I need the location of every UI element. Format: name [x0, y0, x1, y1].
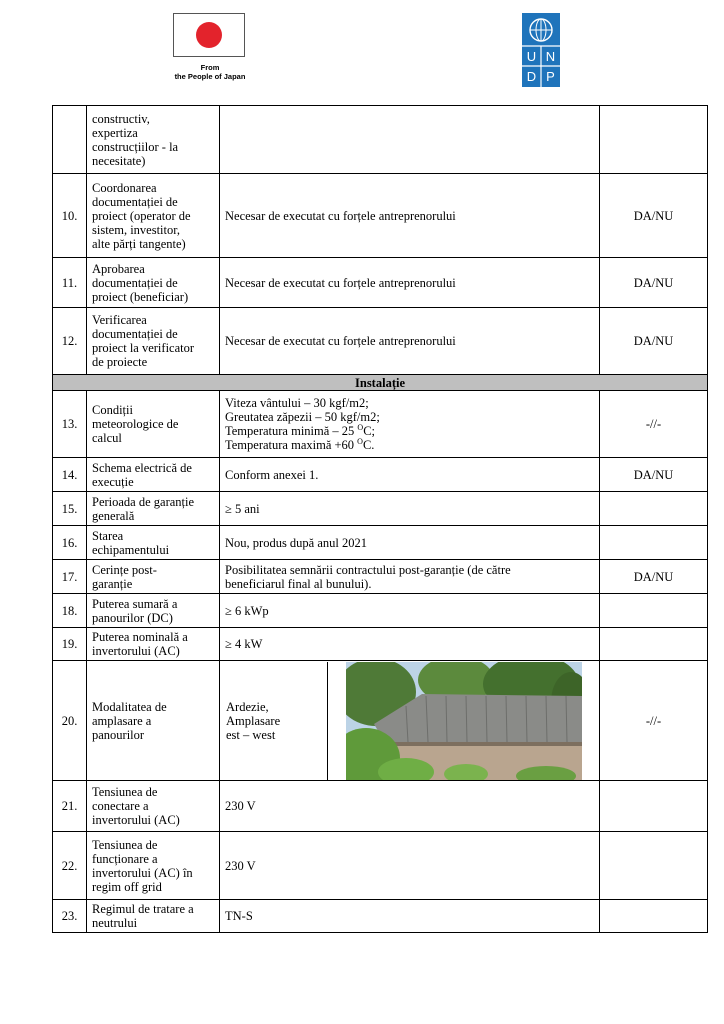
criterion-name: Condiții meteorologice de calcul — [87, 391, 220, 458]
requirement-value: ≥ 5 ani — [220, 492, 600, 526]
row-number: 10. — [53, 174, 87, 258]
criterion-name: Coordonarea documentației de proiect (operator de sistem, investitor, alte părți tangente) — [87, 174, 220, 258]
row-number: 19. — [53, 628, 87, 661]
criterion-name: constructiv, expertiza construcțiilor - la necesitate) — [87, 106, 220, 174]
requirement-value: TN-S — [220, 900, 600, 933]
row-number: 14. — [53, 458, 87, 492]
japan-caption-line1: From — [200, 63, 220, 72]
answer-value: DA/NU — [600, 174, 708, 258]
criterion-name: Aprobarea documentației de proiect (beneficiar) — [87, 258, 220, 308]
table-row — [53, 661, 708, 781]
undp-letter-u: U — [526, 49, 537, 64]
criterion-name: Puterea nominală a invertorului (AC) — [87, 628, 220, 661]
answer-value: DA/NU — [600, 258, 708, 308]
requirement-value: Necesar de executat cu forțele antreprenorului — [220, 174, 600, 258]
requirement-value: ≥ 4 kW — [220, 628, 600, 661]
requirement-value — [220, 106, 600, 174]
answer-value — [600, 106, 708, 174]
answer-value: DA/NU — [600, 458, 708, 492]
table-row — [53, 492, 708, 526]
row-number: 12. — [53, 308, 87, 375]
table-row — [53, 174, 708, 258]
criterion-name: Schema electrică de execuție — [87, 458, 220, 492]
row-number: 23. — [53, 900, 87, 933]
criterion-name: Perioada de garanție generală — [87, 492, 220, 526]
answer-value — [600, 832, 708, 900]
requirement-value: Necesar de executat cu forțele antreprenorului — [220, 308, 600, 375]
row-number: 11. — [53, 258, 87, 308]
row-number: 21. — [53, 781, 87, 832]
requirement-value: 230 V — [220, 832, 600, 900]
japan-caption-line2: the People of Japan — [174, 72, 246, 81]
undp-logo — [522, 13, 560, 87]
degree-mark: O — [357, 436, 363, 446]
max-temperature-line — [225, 438, 594, 452]
table-row — [53, 391, 708, 458]
min-temp-unit: C; — [363, 424, 376, 438]
requirement-value: Nou, produs după anul 2021 — [220, 526, 600, 560]
row-number: 15. — [53, 492, 87, 526]
requirement-value: 230 V — [220, 781, 600, 832]
answer-value — [600, 526, 708, 560]
requirement-value — [220, 661, 600, 781]
undp-letter-p: P — [546, 69, 555, 84]
criterion-name: Tensiunea de conectare a invertorului (AC) — [87, 781, 220, 832]
min-temperature-line — [225, 424, 594, 438]
table-row — [53, 526, 708, 560]
page-header — [0, 0, 724, 100]
criterion-name: Modalitatea de amplasare a panourilor — [87, 661, 220, 781]
roof-description: Ardezie, Amplasare est – west — [220, 662, 328, 780]
degree-mark: O — [357, 422, 364, 432]
red-sun-icon — [196, 22, 222, 48]
table-row — [53, 106, 708, 174]
house-roof-image — [346, 662, 582, 780]
table-row — [53, 832, 708, 900]
requirement-value: Necesar de executat cu forțele antreprenorului — [220, 258, 600, 308]
answer-value — [600, 628, 708, 661]
answer-value — [600, 492, 708, 526]
row-number: 20. — [53, 661, 87, 781]
criterion-name: Regimul de tratare a neutrului — [87, 900, 220, 933]
roof-layout — [220, 662, 599, 780]
answer-value — [600, 900, 708, 933]
specification-table — [52, 105, 708, 933]
requirement-value — [220, 391, 600, 458]
row-number: 16. — [53, 526, 87, 560]
answer-value: -//- — [600, 391, 708, 458]
requirement-value: ≥ 6 kWp — [220, 594, 600, 628]
min-temp-text: Temperatura minimă – 25 — [225, 424, 358, 438]
table-row — [53, 900, 708, 933]
requirement-value: Conform anexei 1. — [220, 458, 600, 492]
japan-flag-logo — [173, 13, 245, 57]
max-temp-unit: C. — [362, 438, 375, 452]
max-temp-text: Temperatura maximă +60 — [225, 438, 358, 452]
table-row — [53, 781, 708, 832]
answer-value: DA/NU — [600, 308, 708, 375]
answer-value — [600, 781, 708, 832]
roof-photo — [328, 662, 599, 780]
undp-letter-d: D — [526, 69, 537, 84]
answer-value: -//- — [600, 661, 708, 781]
table-row — [53, 594, 708, 628]
table-row — [53, 308, 708, 375]
wind-speed-line: Viteza vântului – 30 kgf/m2; — [225, 396, 369, 410]
criterion-name: Cerințe post- garanție — [87, 560, 220, 594]
requirement-value: Posibilitatea semnării contractului post-garanție (de către beneficiarul final al bunului). — [220, 560, 600, 594]
undp-letter-n: N — [545, 49, 556, 64]
table-row — [53, 458, 708, 492]
criterion-name: Puterea sumară a panourilor (DC) — [87, 594, 220, 628]
criterion-name: Tensiunea de funcționare a invertorului (AC) în regim off grid — [87, 832, 220, 900]
answer-value: DA/NU — [600, 560, 708, 594]
snow-weight-line: Greutatea zăpezii – 50 kgf/m2; — [225, 410, 380, 424]
row-number: 22. — [53, 832, 87, 900]
row-number: 18. — [53, 594, 87, 628]
row-number — [53, 106, 87, 174]
table-row — [53, 258, 708, 308]
row-number: 17. — [53, 560, 87, 594]
japan-caption — [160, 63, 260, 81]
section-header-row — [53, 375, 708, 391]
section-title: Instalație — [53, 375, 708, 391]
criterion-name: Verificarea documentației de proiect la verificator de proiecte — [87, 308, 220, 375]
answer-value — [600, 594, 708, 628]
row-number: 13. — [53, 391, 87, 458]
table-row — [53, 628, 708, 661]
criterion-name: Starea echipamentului — [87, 526, 220, 560]
table-row — [53, 560, 708, 594]
